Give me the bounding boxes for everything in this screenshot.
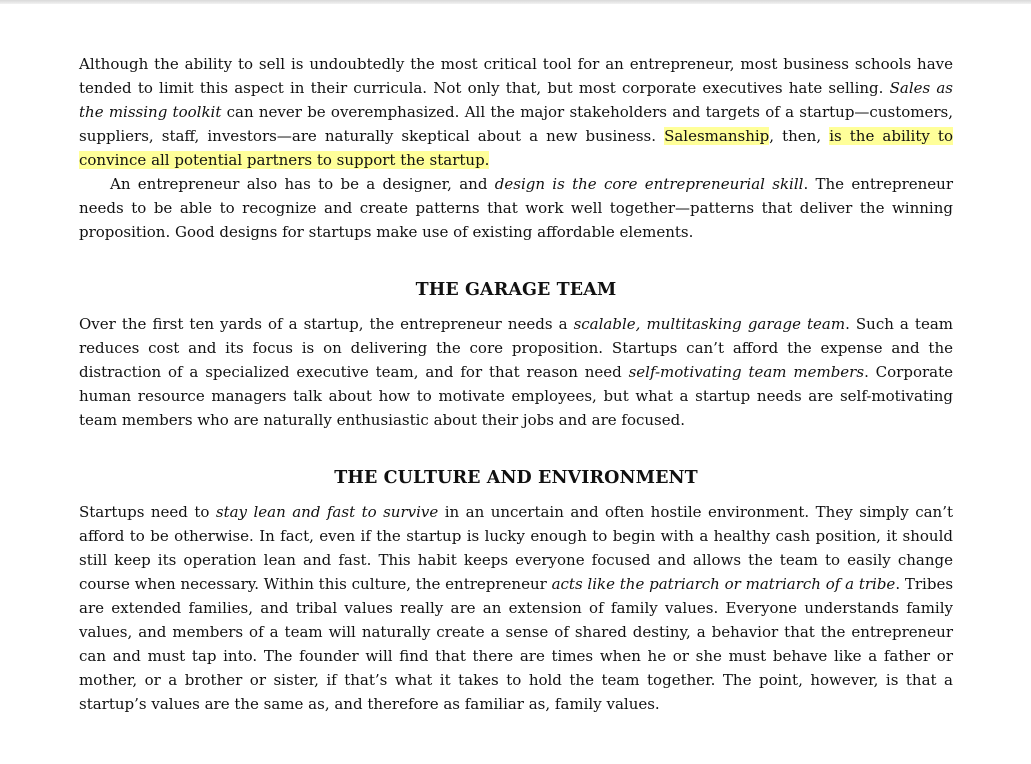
text-run: , then, bbox=[769, 127, 830, 145]
section-heading-culture-environment: THE CULTURE AND ENVIRONMENT bbox=[334, 468, 698, 488]
document-page bbox=[79, 52, 953, 716]
highlighted-text[interactable]: Salesmanship bbox=[664, 127, 770, 145]
italic-phrase: stay lean and fast to survive bbox=[215, 503, 439, 521]
text-run: in an uncertain and often hostile environment. They simply can’t afford to be otherwise. In fact, even if the startup is lucky enough to begin with a healthy cash position, it should still keep its operation lean and fast. This habit keeps everyone focused and allows the team to easily change course when necessary. Within this culture, the entrepreneur bbox=[79, 503, 953, 593]
italic-phrase: scalable, multitasking garage team bbox=[573, 315, 846, 333]
intro-paragraph-sales bbox=[79, 52, 953, 172]
italic-phrase: self-motivating team members bbox=[628, 363, 865, 381]
text-run: can never be overemphasized. All the major stakeholders and targets of a startup—customers, suppliers, staff, investors—are naturally skeptical about a new business. bbox=[79, 103, 953, 145]
italic-phrase: acts like the patriarch or matriarch of a tribe bbox=[551, 575, 896, 593]
text-run: Over the first ten yards of a startup, the entrepreneur needs a bbox=[79, 315, 574, 333]
text-run: . Tribes are extended families, and tribal values really are an extension of family values. Everyone understands family values, and members of a team will naturally create a sense of shared destiny, a behavior that the entrepreneur can and must tap into. The founder will find that there are times when he or she must behave like a father or mother, or a brother or sister, if that’s what it takes to hold the team together. The point, however, is that a startup’s values are the same as, and therefore as familiar as, family values. bbox=[79, 575, 954, 713]
garage-team-paragraph bbox=[79, 312, 953, 432]
section-heading-garage-team: THE GARAGE TEAM bbox=[415, 280, 617, 300]
window-top-edge bbox=[0, 0, 1031, 4]
highlighted-text[interactable]: is the ability to convince all potential partners to support the startup. bbox=[79, 127, 953, 169]
text-run: An entrepreneur also has to be a designer, and bbox=[110, 175, 495, 193]
italic-phrase: design is the core entrepreneurial skill bbox=[494, 175, 804, 193]
intro-paragraph-design bbox=[79, 172, 953, 244]
text-run: . Corporate human resource managers talk about how to motivate employees, but what a startup needs are self-motivating team members who are naturally enthusiastic about their jobs and are focused. bbox=[79, 363, 954, 429]
text-run: Although the ability to sell is undoubtedly the most critical tool for an entrepreneur, most business schools have tended to limit this aspect in their curricula. Not only that, but most corporate executives hate selling. bbox=[79, 55, 953, 97]
text-run: . Such a team reduces cost and its focus is on delivering the core proposition. Startups can’t afford the expense and the distraction of a specialized executive team, and for that reason need bbox=[79, 315, 953, 381]
text-run: Startups need to bbox=[79, 503, 216, 521]
italic-phrase: Sales as the missing toolkit bbox=[79, 79, 954, 121]
text-run: . The entrepreneur needs to be able to recognize and create patterns that work well together—patterns that deliver the winning proposition. Good designs for startups make use of existing affordable elements. bbox=[79, 175, 953, 241]
culture-paragraph bbox=[79, 500, 953, 716]
